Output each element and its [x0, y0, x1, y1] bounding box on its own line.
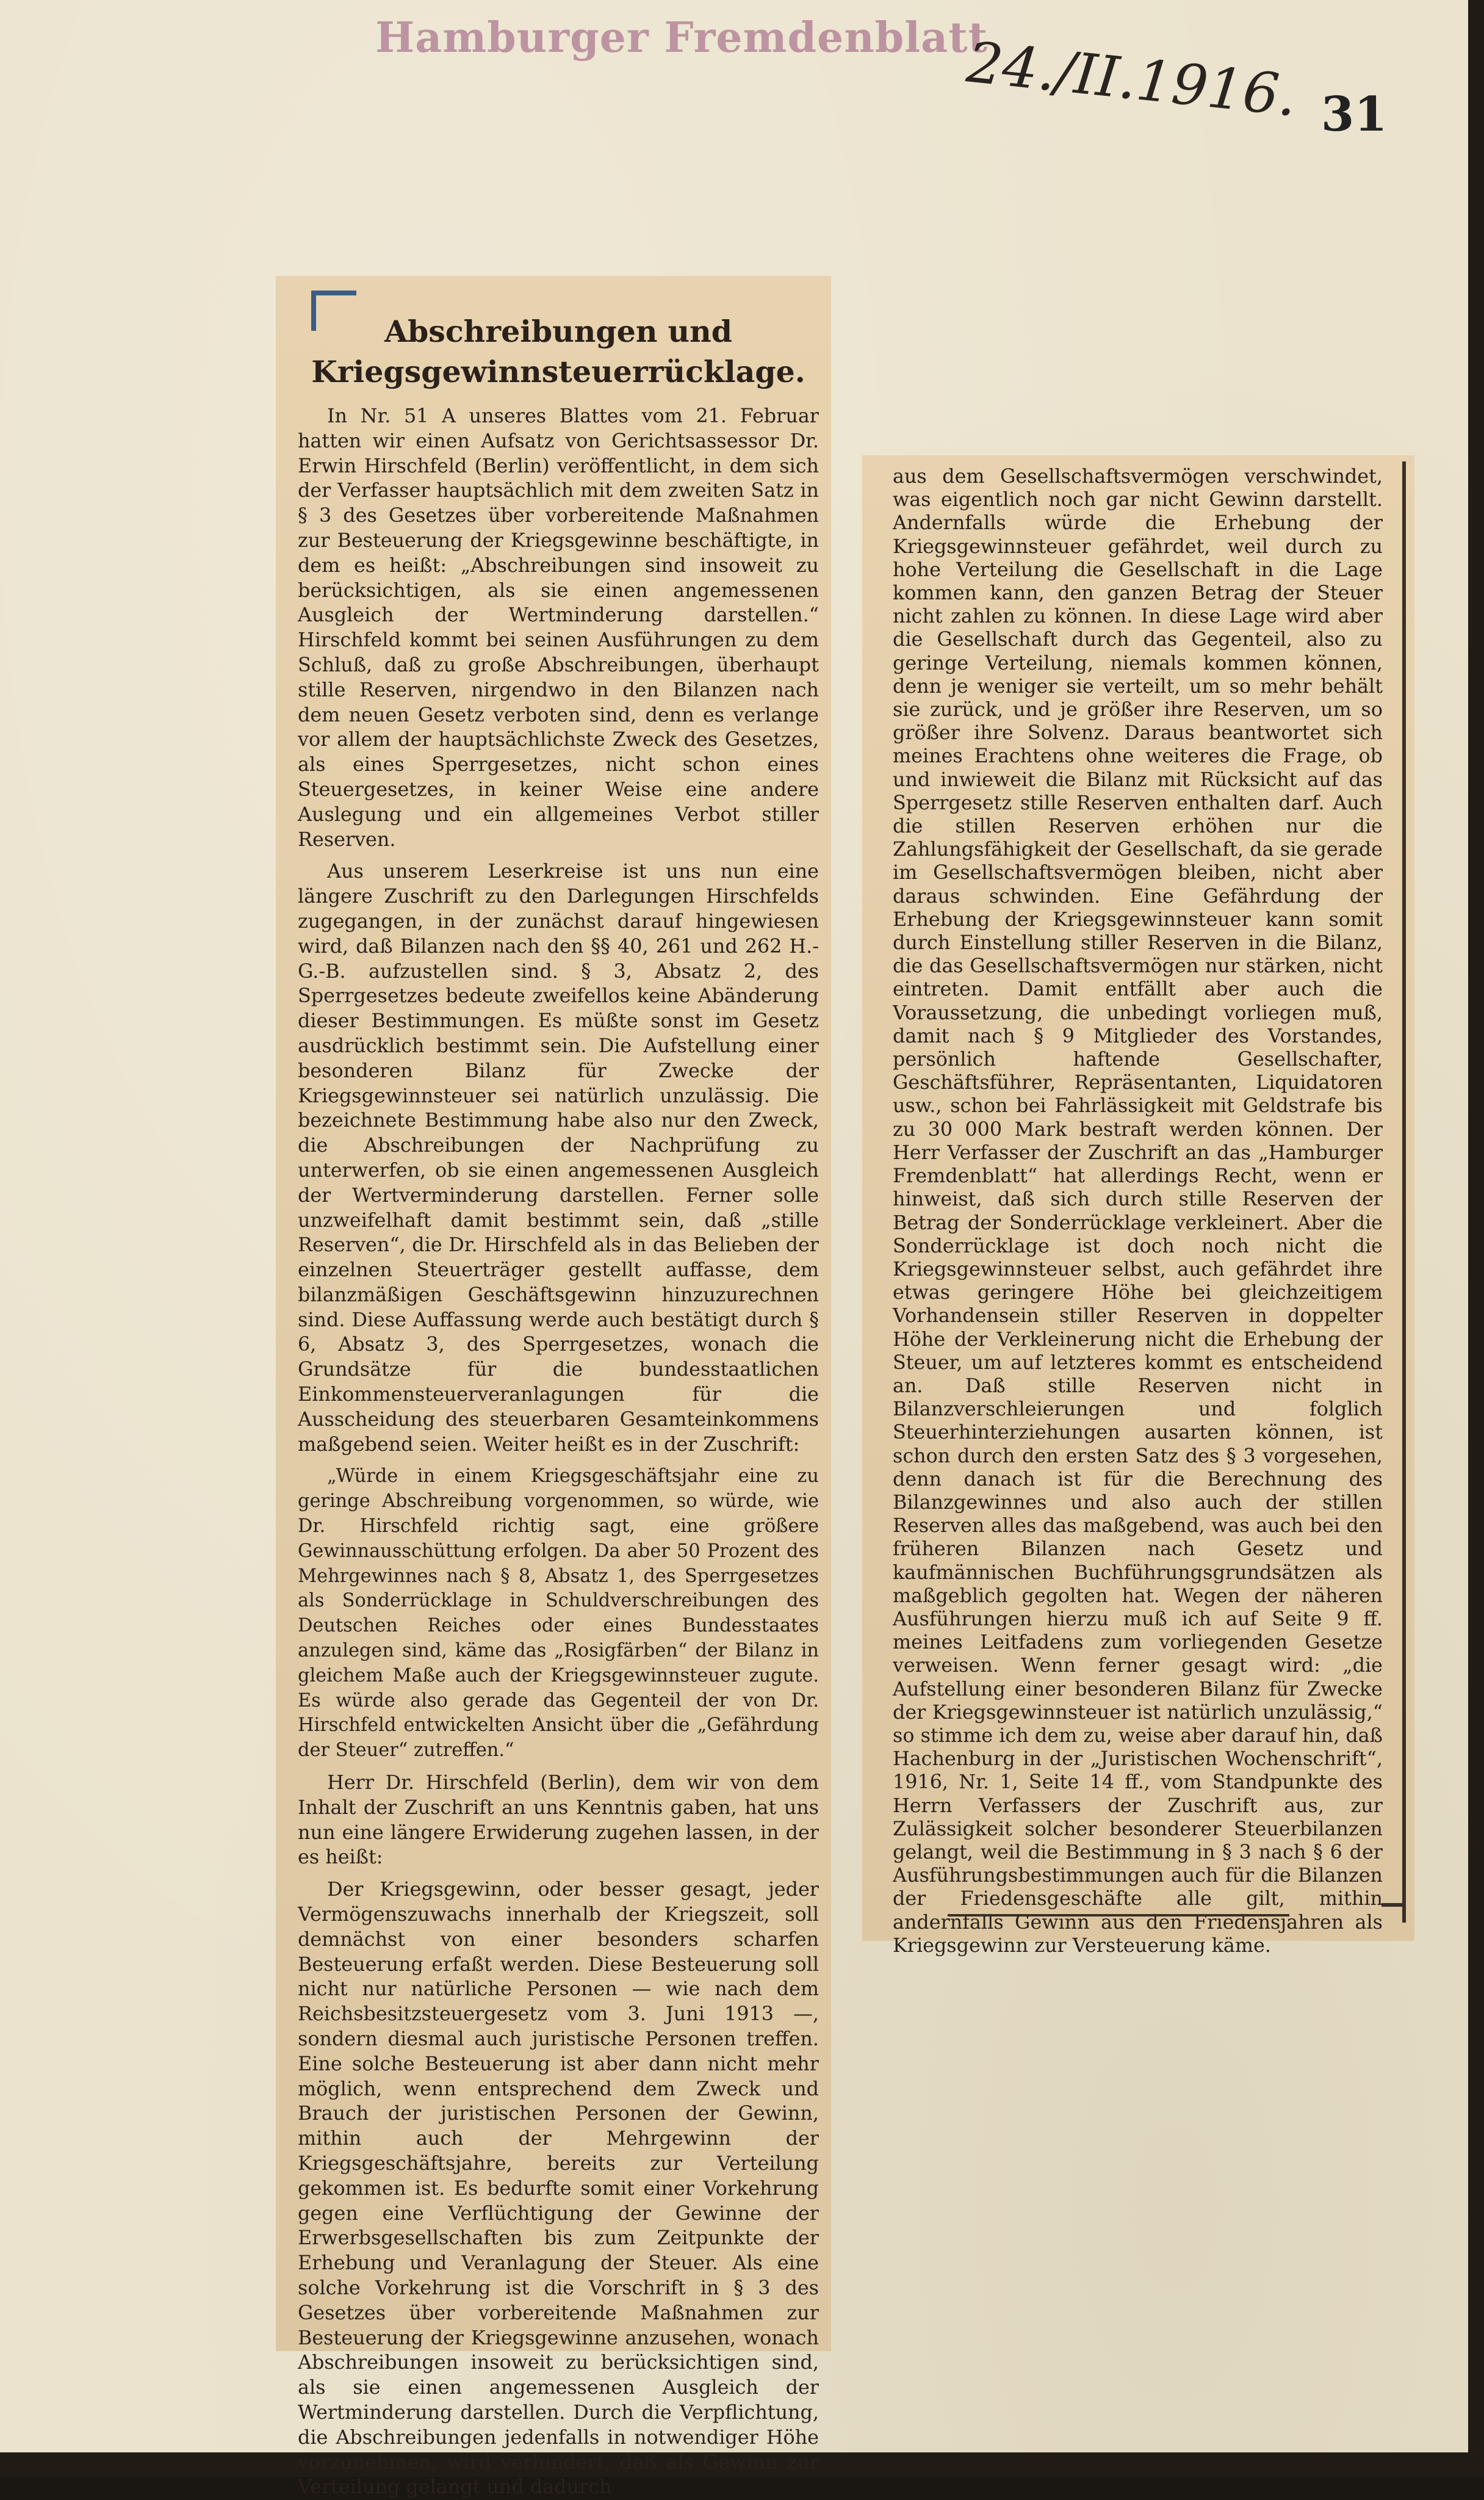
article-paragraph: In Nr. 51 A unseres Blattes vom 21. Februar hatten wir einen Aufsatz von Gerichtsassessor Dr. Erwin Hirschfeld (Berlin) veröffentlicht, in dem sich der Verfasser hauptsächlich mit dem zweiten Satz in § 3 des Gesetzes über vorbereitende Maßnahmen zur Besteuerung der Kriegsgewinne beschäftigte, in dem es heißt: „Abschreibungen sind insoweit zu berücksichtigen, als sie einen angemessenen Ausgleich der Wertminderung darstellen.“ Hirschfeld kommt bei seinen Ausführungen zu dem Schluß, daß zu große Abschreibungen, überhaupt stille Reserven, nirgendwo in den Bilanzen nach dem neuen Gesetz verboten sind, denn es verlange vor allem der hauptsächlichste Zweck des Gesetzes, als eines Sperrgesetzes, nicht schon eines Steuergesetzes, in keiner Weise eine andere Auslegung und ein allgemeines Verbot stiller Reserven.: [298, 405, 819, 851]
article-paragraph-continued: aus dem Gesellschaftsvermögen verschwindet, was eigentlich noch gar nicht Gewinn darstellt. Andernfalls würde die Erhebung der Kriegsgewinnsteuer gefährdet, weil durch zu hohe Verteilung die Gesellschaft in die Lage kommen kann, den ganzen Betrag der Steuer nicht zahlen zu können. In diese Lage wird aber die Gesellschaft durch das Gegenteil, also zu geringe Verteilung, niemals kommen können, denn je weniger sie verteilt, um so mehr behält sie zurück, und je größer ihre Reserven, um so größer ihre Solvenz. Daraus beantwortet sich meines Erachtens ohne weiteres die Frage, ob und inwieweit die Bilanz mit Rücksicht auf das Sperrgesetz stille Reserven enthalten darf. Auch die stillen Reserven erhöhen nur die Zahlungsfähigkeit der Gesellschaft, da sie gerade im Gesellschaftsvermögen bleiben, nicht aber daraus schwinden. Eine Gefährdung der Erhebung der Kriegsgewinnsteuer kann somit durch Einstellung stiller Reserven in die Bilanz, die das Gesellschaftsvermögen nur stärken, nicht eintreten. Damit entfällt aber auch die Voraussetzung, die unbedingt vorliegen muß, damit nach § 9 Mitglieder des Vorstandes, persönlich haftende Gesellschafter, Geschäftsführer, Repräsentanten, Liquidatoren usw., schon bei Fahrlässigkeit mit Geldstrafe bis zu 30 000 Mark bestraft werden können. Der Herr Verfasser der Zuschrift an das „Hamburger Fremdenblatt“ hat allerdings Recht, wenn er hinweist, daß sich durch stille Reserven der Betrag der Sonderrücklage verkleinert. Aber die Sonderrücklage ist doch noch nicht die Kriegsgewinnsteuer selbst, auch gefährdet ihre etwas geringere Höhe bei gleichzeitigem Vorhandensein stiller Reserven in doppelter Höhe der Verkleinerung nicht die Erhebung der Steuer, um auf letzteres kommt es entscheidend an. Daß stille Reserven nicht in Bilanzverschleierungen und folglich Steuerhinterziehungen ausarten können, ist schon durch den ersten Satz des § 3 vorgesehen, denn danach ist für die Berechnung des Bilanzgewinnes und also auch der stillen Reserven alles das maßgebend, was auch bei den früheren Bilanzen nach Gesetz und kaufmännischen Buchführungsgrundsätzen als maßgeblich gegolten hat. Wegen der näheren Ausführungen hierzu muß ich auf Seite 9 ff. meines Leitfadens zum vorliegenden Gesetze verweisen. Wenn ferner gesagt wird: „die Aufstellung einer besonderen Bilanz für Zwecke der Kriegsgewinnsteuer ist natürlich unzulässig,“ so stimme ich dem zu, weise aber darauf hin, daß Hachenburg in der „Juristischen Wochenschrift“, 1916, Nr. 1, Seite 14 ff., vom Standpunkte des Herrn Verfassers der Zuschrift aus, zur Zulässigkeit solcher besonderer Steuerbilanzen gelangt, weil die Bestimmung in § 3 nach § 6 der Ausführungsbestimmungen auch für die Bilanzen der Friedensgeschäfte alle gilt, mithin andernfalls Gewinn aus den Friedensjahren als Kriegsgewinn zur Versteuerung käme.: [893, 465, 1383, 1957]
article-paragraph: Herr Dr. Hirschfeld (Berlin), dem wir von dem Inhalt der Zuschrift an uns Kenntnis gaben, hat uns nun eine längere Erwiderung zugehen lassen, in der es heißt:: [298, 1771, 819, 1869]
end-rule-divider: [948, 1914, 1289, 1917]
article-paragraph: Der Kriegsgewinn, oder besser gesagt, jeder Vermögenszuwachs innerhalb der Kriegszeit, soll demnächst von einer besonders scharfen Besteuerung erfaßt werden. Diese Besteuerung soll nicht nur natürliche Personen — wie nach dem Reichsbesitzsteuergesetz vom 3. Juni 1913 —, sondern diesmal auch juristische Personen treffen. Eine solche Besteuerung ist aber dann nicht mehr möglich, wenn entsprechend dem Zweck und Brauch der juristischen Personen der Gewinn, mithin auch der Mehrgewinn der Kriegsgeschäftsjahre, bereits zur Verteilung gekommen ist. Es bedurfte somit einer Vorkehrung gegen eine Verflüchtigung der Gewinne der Erwerbsgesellschaften bis zum Zeitpunkte der Erhebung und Veranlagung der Steuer. Als eine solche Vorkehrung ist die Vorschrift in § 3 des Gesetzes über vorbereitende Maßnahmen zur Besteuerung der Kriegsgewinne anzusehen, wonach Abschreibungen insoweit zu berücksichtigen sind, als sie einen angemessenen Ausgleich der Wertminderung darstellen. Durch die Verpflichtung, die Abschreibungen jedenfalls in notwendiger Höhe vorzunehmen, wird verhindert, daß als Gewinn zur Verteilung gelangt und dadurch: [298, 1878, 819, 2499]
quoted-letter-paragraph: „Würde in einem Kriegsgeschäftsjahr eine zu geringe Abschreibung vorgenommen, so würde, wie Dr. Hirschfeld richtig sagt, eine größere Gewinnausschüttung erfolgen. Da aber 50 Prozent des Mehrgewinnes nach § 8, Absatz 1, des Sperrgesetzes als Sonderrücklage in Schuldverschreibungen des Deutschen Reiches oder eines Bundesstaates anzulegen sind, käme das „Rosigfärben“ der Bilanz in gleichem Maße auch der Kriegsgewinnsteuer zugute. Es würde also gerade das Gegenteil der von Dr. Hirschfeld entwickelten Ansicht über die „Gefährdung der Steuer“ zutreffen.“: [298, 1465, 819, 1761]
page-number: 31: [1321, 87, 1388, 142]
headline-line-2: Kriegsgewinnsteuerrücklage.: [311, 354, 805, 389]
newspaper-clipping-left: [276, 276, 831, 2499]
article-headline: [298, 311, 819, 392]
headline-line-1: Abschreibungen und: [384, 314, 733, 349]
newspaper-clipping-right: [862, 455, 1414, 1957]
article-paragraph: Aus unserem Leserkreise ist uns nun eine längere Zuschrift zu den Darlegungen Hirschfelds zugegangen, in der zunächst darauf hingewiesen wird, daß Bilanzen nach den §§ 40, 261 und 262 H.-G.-B. aufzustellen sind. § 3, Absatz 2, des Sperrgesetzes bedeute zweifellos keine Abänderung dieser Bestimmungen. Es müßte sonst im Gesetz ausdrücklich bestimmt sein. Die Aufstellung einer besonderen Bilanz für Zwecke der Kriegsgewinnsteuer sei natürlich unzulässig. Die bezeichnete Bestimmung habe also nur den Zweck, die Abschreibungen der Nachprüfung zu unterwerfen, ob sie einen angemessenen Ausgleich der Wertverminderung darstellen. Ferner solle unzweifelhaft damit bestimmt sein, daß „stille Reserven“, die Dr. Hirschfeld als in das Belieben der einzelnen Steuerträger gestellt auffasse, dem bilanzmäßigen Geschäftsgewinn hinzuzurechnen sind. Diese Auffassung werde auch bestätigt durch § 6, Absatz 3, des Sperrgesetzes, wonach die Grundsätze für die bundesstaatlichen Einkommensteuerveranlagungen für die Ausscheidung des steuerbaren Gesamteinkommens maßgebend seien. Weiter heißt es in der Zuschrift:: [298, 860, 819, 1456]
handwritten-date: 24./II.1916.: [964, 29, 1300, 129]
blue-pencil-bracket-mark: [311, 291, 356, 331]
end-bracket-mark: [1381, 1866, 1402, 1907]
newspaper-masthead-stamp: Hamburger Fremdenblatt: [375, 13, 989, 62]
